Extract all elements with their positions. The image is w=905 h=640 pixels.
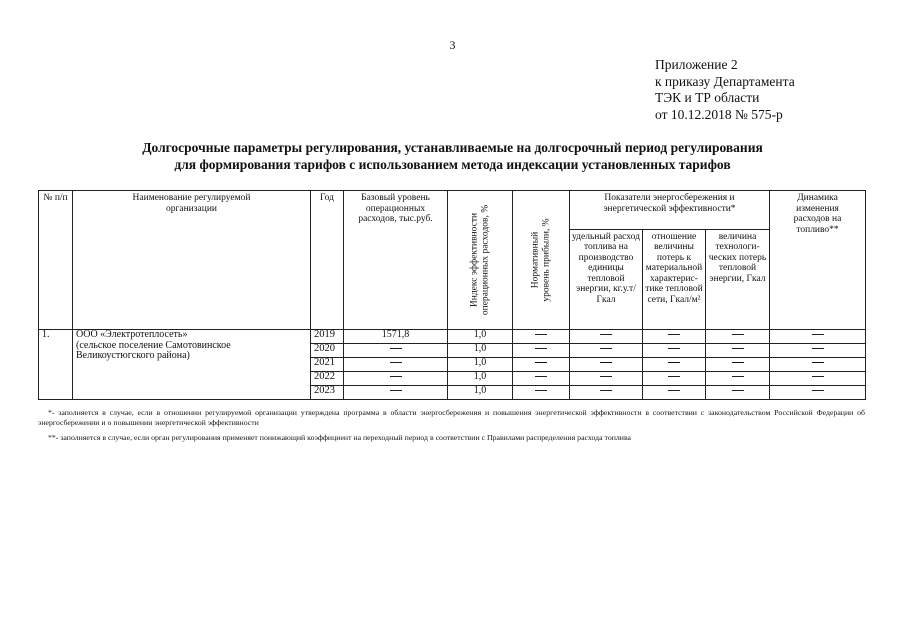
appendix-block bbox=[655, 57, 795, 123]
footnote-2: **- заполняется в случае, если орган регулирования применяет понижающий коэффициент на переходный период в соответствии с Правилами распределения расхода топлива bbox=[48, 433, 632, 442]
header-loss-value: величина технологи-ческих потерь тепловой энергии, Гкал bbox=[706, 229, 770, 329]
year-cell: 2021 bbox=[311, 358, 344, 372]
header-org-name: Наименование регулируемой организации bbox=[73, 191, 311, 330]
dash-mark bbox=[812, 390, 824, 391]
header-loss-ratio: отношение величины потерь к материальной характерис-тике тепловой сети, Гкал/м² bbox=[643, 229, 706, 329]
index-cell: 1,0 bbox=[448, 372, 513, 386]
dash-mark bbox=[535, 348, 547, 349]
parameters-table bbox=[38, 190, 866, 400]
index-cell: 1,0 bbox=[448, 386, 513, 400]
base-level-cell bbox=[344, 372, 448, 386]
org-number: 1. bbox=[39, 330, 73, 400]
dash-mark bbox=[390, 362, 402, 363]
loss-value-cell bbox=[706, 386, 770, 400]
fuel-cell bbox=[570, 358, 643, 372]
year-cell: 2019 bbox=[311, 330, 344, 344]
dash-mark bbox=[600, 362, 612, 363]
dash-mark bbox=[812, 362, 824, 363]
dash-mark bbox=[535, 334, 547, 335]
index-cell: 1,0 bbox=[448, 330, 513, 344]
profit-cell bbox=[513, 344, 570, 358]
dash-mark bbox=[390, 376, 402, 377]
dynamics-cell bbox=[770, 330, 866, 344]
page-number: 3 bbox=[449, 38, 456, 52]
dash-mark bbox=[732, 334, 744, 335]
loss-ratio-cell bbox=[643, 372, 706, 386]
appendix-line-1: Приложение 2 bbox=[655, 57, 738, 72]
header-energy-indicators: Показатели энергосбережения и энергетической эффективности* bbox=[570, 191, 770, 230]
dynamics-cell bbox=[770, 344, 866, 358]
profit-cell bbox=[513, 372, 570, 386]
dash-mark bbox=[812, 376, 824, 377]
loss-ratio-cell bbox=[643, 358, 706, 372]
dash-mark bbox=[732, 348, 744, 349]
loss-ratio-cell bbox=[643, 330, 706, 344]
loss-value-cell bbox=[706, 330, 770, 344]
dash-mark bbox=[732, 376, 744, 377]
base-level-cell bbox=[344, 386, 448, 400]
dynamics-cell bbox=[770, 358, 866, 372]
base-level-cell bbox=[344, 358, 448, 372]
fuel-cell bbox=[570, 330, 643, 344]
fuel-cell bbox=[570, 372, 643, 386]
dash-mark bbox=[812, 334, 824, 335]
header-specific-fuel: удельный расход топлива на производство единицы тепловой энергии, кг.у.т/Гкал bbox=[570, 229, 643, 329]
table-row bbox=[39, 330, 866, 344]
dash-mark bbox=[390, 390, 402, 391]
appendix-line-2: к приказу Департамента bbox=[655, 73, 795, 89]
fuel-cell bbox=[570, 386, 643, 400]
year-cell: 2022 bbox=[311, 372, 344, 386]
title-line-1: Долгосрочные параметры регулирования, устанавливаемые на долгосрочный период регулирования bbox=[142, 140, 763, 155]
loss-ratio-cell bbox=[643, 386, 706, 400]
fuel-cell bbox=[570, 344, 643, 358]
loss-value-cell bbox=[706, 358, 770, 372]
index-cell: 1,0 bbox=[448, 344, 513, 358]
dash-mark bbox=[535, 390, 547, 391]
document-title bbox=[40, 140, 865, 173]
year-cell: 2020 bbox=[311, 344, 344, 358]
header-year: Год bbox=[311, 191, 344, 330]
dash-mark bbox=[668, 362, 680, 363]
appendix-line-3: ТЭК и ТР области bbox=[655, 90, 760, 105]
dash-mark bbox=[812, 348, 824, 349]
header-num: № п/п bbox=[39, 191, 73, 330]
profit-cell bbox=[513, 386, 570, 400]
base-level-cell: 1571,8 bbox=[344, 330, 448, 344]
year-cell: 2023 bbox=[311, 386, 344, 400]
org-name: ООО «Электротеплосеть» (сельское поселение Самотовинское Великоустюгского района) bbox=[73, 330, 311, 400]
footnote-1: *- заполняется в случае, если в отношении регулируемой организации утверждена программа в области энергосбережения и повышения энергетической эффективности в соответствии с законодательством Российской Федерации об энергосбережении и о повышении энергетической эффективности bbox=[38, 408, 865, 427]
dash-mark bbox=[600, 334, 612, 335]
dash-mark bbox=[668, 390, 680, 391]
dynamics-cell bbox=[770, 386, 866, 400]
appendix-line-4: от 10.12.2018 № 575-р bbox=[655, 106, 783, 122]
dash-mark bbox=[600, 348, 612, 349]
dash-mark bbox=[390, 348, 402, 349]
loss-value-cell bbox=[706, 344, 770, 358]
header-efficiency-index: Индекс эффективности операционных расходов, % bbox=[448, 191, 513, 330]
index-cell: 1,0 bbox=[448, 358, 513, 372]
dash-mark bbox=[668, 376, 680, 377]
header-profit-level: Нормативный уровень прибыли, % bbox=[513, 191, 570, 330]
header-fuel-dynamics: Динамика изменения расходов на топливо** bbox=[770, 191, 866, 330]
dash-mark bbox=[668, 348, 680, 349]
dash-mark bbox=[732, 390, 744, 391]
base-level-cell bbox=[344, 344, 448, 358]
header-base-level: Базовый уровень операционных расходов, тыс.руб. bbox=[344, 191, 448, 330]
loss-ratio-cell bbox=[643, 344, 706, 358]
title-line-2: для формирования тарифов с использованием метода индексации установленных тарифов bbox=[174, 156, 731, 172]
dash-mark bbox=[535, 376, 547, 377]
profit-cell bbox=[513, 330, 570, 344]
dynamics-cell bbox=[770, 372, 866, 386]
dash-mark bbox=[732, 362, 744, 363]
profit-cell bbox=[513, 358, 570, 372]
dash-mark bbox=[600, 376, 612, 377]
dash-mark bbox=[600, 390, 612, 391]
dash-mark bbox=[668, 334, 680, 335]
parameters-table-wrapper bbox=[38, 190, 865, 400]
loss-value-cell bbox=[706, 372, 770, 386]
dash-mark bbox=[535, 362, 547, 363]
